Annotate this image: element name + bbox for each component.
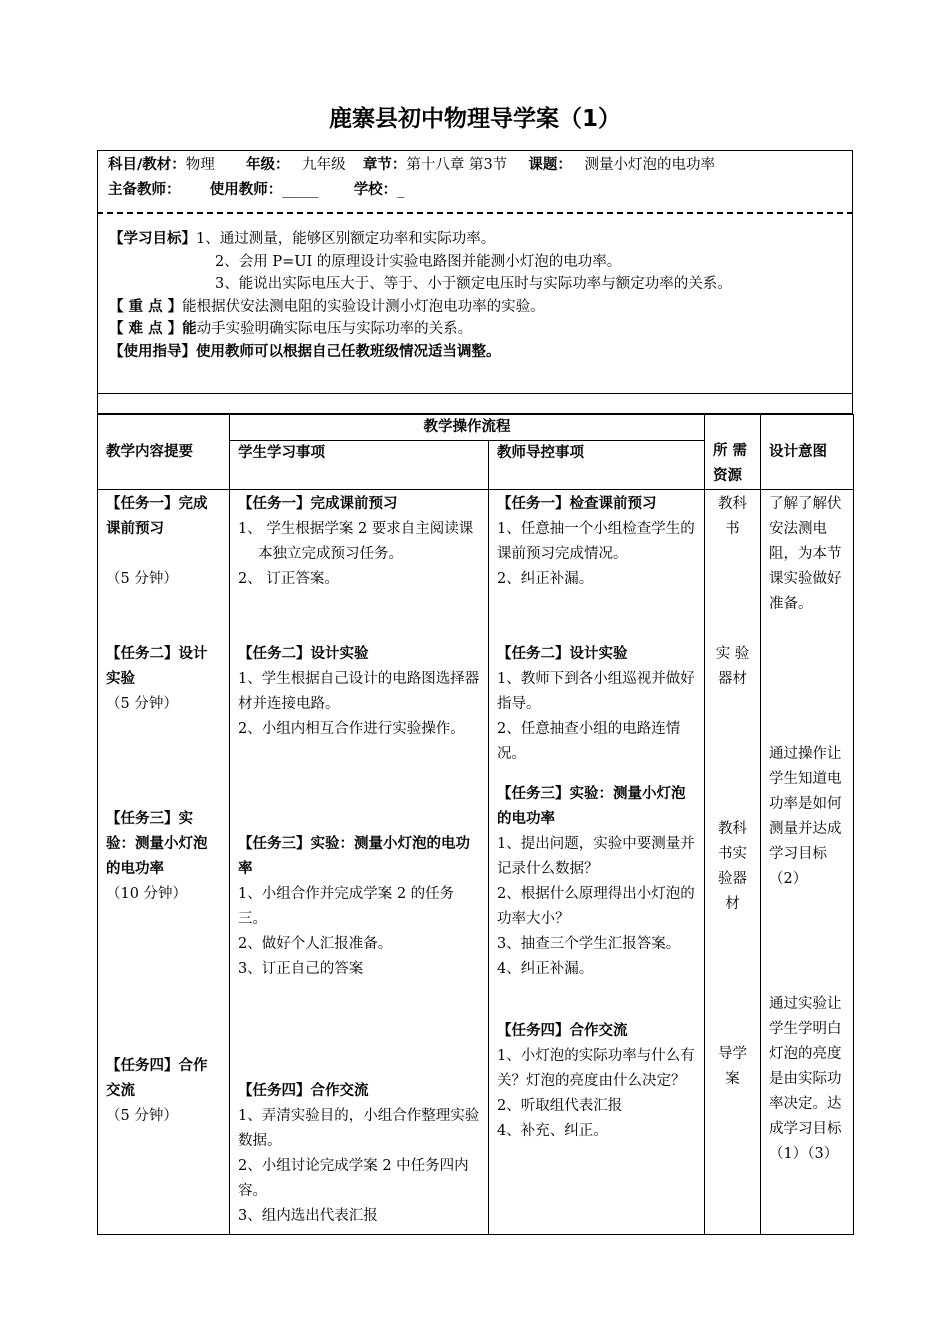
difficulty-line bbox=[109, 318, 852, 341]
task3-design: 通过实验让学生学明白灯泡的亮度是由实际功率决定。达成学习目标（1）（3） bbox=[769, 996, 842, 1162]
task3-teacher-1: 1、提出问题，实验中要测量并记录什么数据？ bbox=[497, 836, 695, 877]
main-teacher-label: 主备教师： bbox=[108, 182, 181, 198]
key-text: 能根据伏安法测电阻的实验设计测小灯泡电功率的实验。 bbox=[182, 298, 545, 315]
task4-student-1: 1、弄清实验目的，小组合作整理实验数据。 bbox=[238, 1108, 480, 1149]
goal-2: 2、会用 P=UI 的原理设计实验电路图并能测小灯泡的电功率。 bbox=[215, 253, 622, 270]
task1-content-time: （5 分钟） bbox=[106, 571, 178, 587]
difficulty-label: 【 难 点 】 bbox=[109, 321, 183, 337]
header-content: 教学内容提要 bbox=[98, 415, 230, 490]
task3-content-time: （10 分钟） bbox=[106, 886, 188, 902]
task1-teacher-1: 1、任意抽一个小组检查学生的课前预习完成情况。 bbox=[497, 521, 695, 562]
task2-content-time: （5 分钟） bbox=[106, 696, 178, 712]
learning-goals bbox=[97, 214, 853, 394]
task4-content-time: （5 分钟） bbox=[106, 1108, 178, 1124]
chapter-value: 第十八章 第3节 bbox=[406, 157, 508, 173]
task3-teacher-3: 3、抽查三个学生汇报答案。 bbox=[497, 936, 681, 952]
task2-teacher-2: 2、任意抽查小组的电路连情况。 bbox=[497, 721, 681, 762]
task3-resource: 教科书实验器材 bbox=[718, 821, 747, 912]
info-row-2 bbox=[108, 178, 842, 203]
grade-value: 九年级 bbox=[302, 157, 346, 173]
header-teacher: 教师导控事项 bbox=[489, 441, 705, 490]
difficulty-bold: 能 bbox=[182, 321, 197, 337]
header-flow: 教学操作流程 bbox=[230, 415, 705, 441]
task3-teacher-4: 4、纠正补漏。 bbox=[497, 961, 594, 977]
design-column bbox=[761, 490, 854, 1235]
goal-line-1 bbox=[109, 228, 852, 251]
school-value: _ bbox=[397, 182, 405, 198]
info-row-1 bbox=[108, 153, 842, 178]
task3-teacher-2: 2、根据什么原理得出小灯泡的功率大小？ bbox=[497, 886, 695, 927]
goals-label: 【学习目标】 bbox=[109, 231, 196, 247]
task4-content-title: 【任务四】合作交流 bbox=[106, 1058, 208, 1099]
task1-student-title: 【任务一】完成课前预习 bbox=[238, 496, 398, 512]
use-teacher-label: 使用教师： bbox=[209, 182, 283, 198]
task3-student-1: 1、小组合作并完成学案 2 的任务三。 bbox=[238, 886, 455, 927]
use-teacher-value: _____ bbox=[282, 182, 319, 198]
teaching-flow-table bbox=[97, 414, 854, 1235]
task4-student-2: 2、小组讨论完成学案 2 中任务四内容。 bbox=[238, 1158, 469, 1199]
task4-teacher-2: 2、听取组代表汇报 bbox=[497, 1098, 623, 1114]
task1-teacher-title: 【任务一】检查课前预习 bbox=[497, 496, 657, 512]
goal-line-2 bbox=[109, 251, 852, 274]
guide-text: 使用教师可以根据自己任教班级情况适当调整。 bbox=[196, 343, 501, 360]
task2-content-title: 【任务二】设计实验 bbox=[106, 646, 208, 687]
task4-student-3: 3、组内选出代表汇报 bbox=[238, 1208, 378, 1224]
task2-student-2: 2、小组内相互合作进行实验操作。 bbox=[238, 721, 465, 737]
task1-student-1: 1、 学生根据学案 2 要求自主阅读课本独立完成预习任务。 bbox=[238, 521, 474, 562]
header-design: 设计意图 bbox=[761, 415, 854, 490]
topic-label: 课题： bbox=[528, 157, 572, 173]
task1-resource: 教科书 bbox=[718, 496, 747, 537]
key-label: 【 重 点 】 bbox=[109, 298, 183, 315]
task4-resource: 导学案 bbox=[718, 1046, 747, 1087]
goal-line-3 bbox=[109, 273, 852, 296]
chapter-label: 章节： bbox=[362, 157, 407, 173]
task2-design: 通过操作让学生知道电功率是如何测量并达成学习目标（2） bbox=[769, 746, 842, 887]
header-resource: 所 需 资源 bbox=[705, 415, 761, 490]
subject-label: 科目/教材： bbox=[108, 157, 186, 173]
guide-label: 【使用指导】 bbox=[109, 343, 196, 360]
content-column bbox=[98, 490, 230, 1235]
task1-content-title: 【任务一】完成课前预习 bbox=[106, 496, 208, 537]
subject-value: 物理 bbox=[185, 157, 215, 173]
guide-line bbox=[109, 341, 852, 364]
teacher-column bbox=[489, 490, 705, 1235]
school-label: 学校： bbox=[353, 182, 398, 198]
spacer-row bbox=[97, 394, 853, 414]
key-point-line bbox=[109, 296, 852, 319]
task1-student-2: 2、 订正答案。 bbox=[238, 571, 339, 587]
info-header bbox=[97, 150, 853, 212]
resource-column bbox=[705, 490, 761, 1235]
task3-student-title: 【任务三】实验：测量小灯泡的电功率 bbox=[238, 836, 470, 877]
header-student: 学生学习事项 bbox=[230, 441, 489, 490]
task2-teacher-1: 1、教师下到各小组巡视并做好指导。 bbox=[497, 671, 695, 712]
task2-student-title: 【任务二】设计实验 bbox=[238, 646, 369, 662]
topic-value: 测量小灯泡的电功率 bbox=[584, 157, 716, 173]
student-column bbox=[230, 490, 489, 1235]
task4-teacher-1: 1、小灯泡的实际功率与什么有关？灯泡的亮度由什么决定？ bbox=[497, 1048, 695, 1089]
grade-label: 年级： bbox=[246, 157, 290, 173]
goal-3: 3、能说出实际电压大于、等于、小于额定电压时与实际功率与额定功率的关系。 bbox=[215, 276, 732, 292]
task4-teacher-3: 4、补充、纠正。 bbox=[497, 1123, 608, 1139]
header-row-1 bbox=[98, 415, 854, 441]
difficulty-text: 动手实验明确实际电压与实际功率的关系。 bbox=[196, 321, 473, 337]
task3-teacher-title: 【任务三】实验：测量小灯泡的电功率 bbox=[497, 786, 686, 827]
task2-student-1: 1、学生根据自己设计的电路图选择器材并连接电路。 bbox=[238, 671, 480, 712]
task1-design: 了解了解伏安法测电阻，为本节课实验做好准备。 bbox=[769, 496, 842, 612]
task3-content-title: 【任务三】实验：测量小灯泡的电功率 bbox=[106, 811, 208, 877]
page-title: 鹿寨县初中物理导学案（1） bbox=[328, 106, 621, 132]
goal-1: 1、通过测量，能够区别额定功率和实际功率。 bbox=[196, 231, 496, 247]
task2-teacher-title: 【任务二】设计实验 bbox=[497, 646, 628, 662]
table-row bbox=[98, 490, 854, 1235]
task3-student-3: 3、订正自己的答案 bbox=[238, 961, 364, 977]
task4-student-title: 【任务四】合作交流 bbox=[238, 1083, 369, 1099]
document-body bbox=[97, 150, 853, 1235]
task3-student-2: 2、做好个人汇报准备。 bbox=[238, 936, 393, 952]
task2-resource: 实 验 器材 bbox=[715, 646, 750, 687]
task4-teacher-title: 【任务四】合作交流 bbox=[497, 1023, 628, 1039]
task1-teacher-2: 2、纠正补漏。 bbox=[497, 571, 594, 587]
